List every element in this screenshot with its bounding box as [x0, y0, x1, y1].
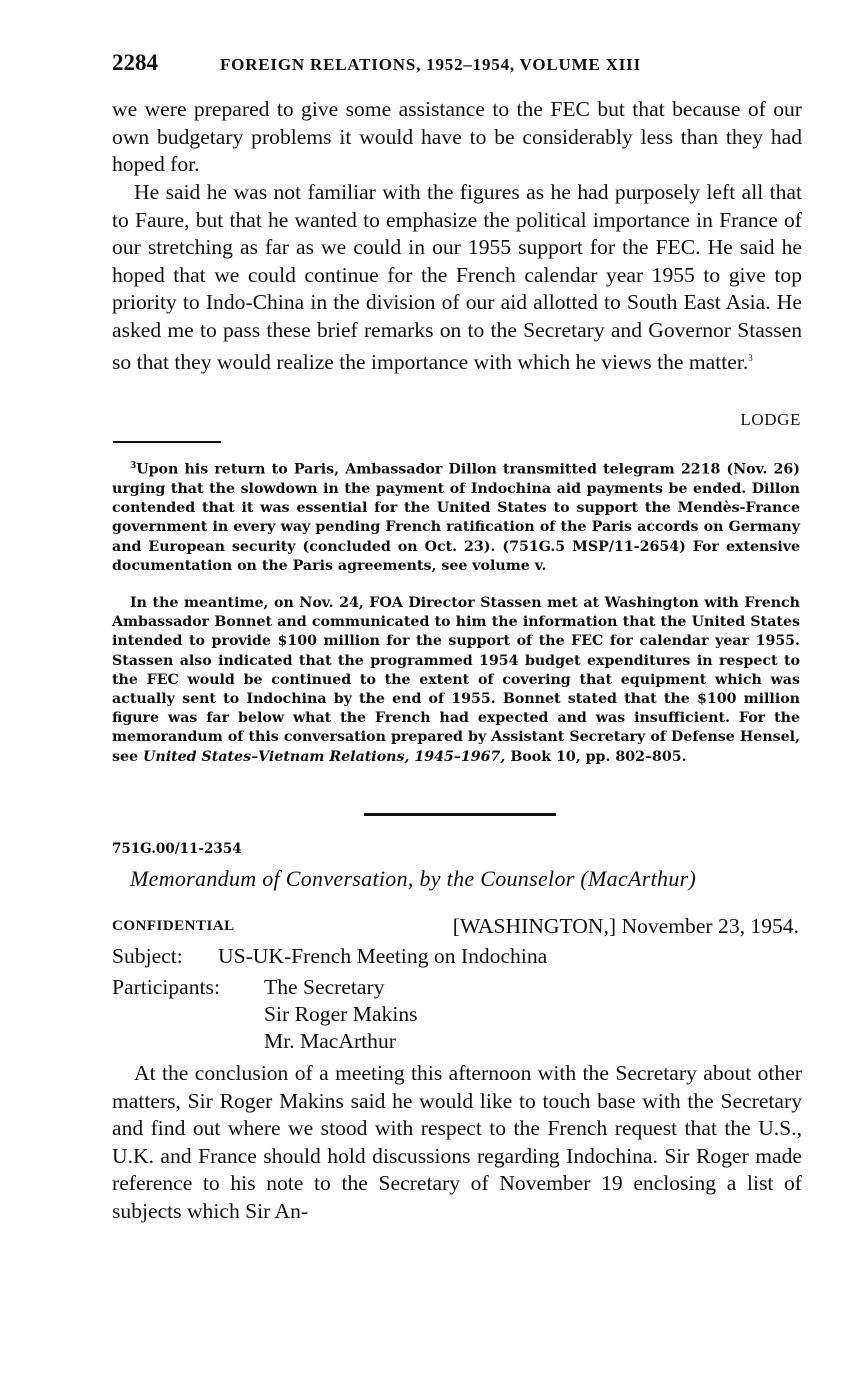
footnote-separator-rule — [113, 441, 221, 443]
subject-label: Subject: — [112, 944, 183, 968]
subject-line — [112, 944, 548, 969]
subject-value: US-UK-French Meeting on Indochina — [218, 944, 548, 968]
footnote-3-p2-tail: Book 10, pp. 802–805. — [510, 748, 687, 765]
opening-paragraph: At the conclusion of a meeting this afternoon with the Secretary about other matters, Sir Roger Makins said he would like to touch base with the Secretary and find out where we stood with respect to the French request that the U.S., U.K. and France should hold discussions regarding Indochina. Sir Roger made reference to his note to the Secretary of November 19 enclosing a list of subjects which Sir An- — [112, 1061, 802, 1223]
signature: LODGE — [740, 410, 801, 429]
footnote-3-paragraph-1 — [112, 457, 800, 576]
footnote-3-text: Upon his return to Paris, Ambassador Dillon transmitted telegram 2218 (Nov. 26) urging that the slowdown in the payment of Indochina aid payments be ended. Dillon contended that it was essential for the United States to support the Mendès-France government in every way pending French ratification of the Paris accords on Germany and European security (concluded on Oct. 23). (751G.5 MSP/11-2654) For extensive documentation on the Paris agreements, see volume v. — [112, 461, 800, 574]
footnote-3-p2-title: United States–Vietnam Relations, 1945–1967, — [143, 748, 506, 765]
series-title: FOREIGN RELATIONS, 1952–1954, VOLUME XIII — [220, 55, 641, 74]
page-number: 2284 — [112, 50, 158, 75]
file-number: 751G.00/11-2354 — [112, 841, 242, 857]
running-head — [112, 50, 803, 80]
participant-3: Mr. MacArthur — [264, 1029, 396, 1053]
classification-label: CONFIDENTIAL — [112, 918, 235, 934]
document-separator-rule — [364, 813, 556, 816]
continued-paragraph-2 — [112, 179, 802, 376]
place-date: [WASHINGTON,] November 23, 1954. — [452, 914, 799, 938]
footnote-3-paragraph-2 — [112, 594, 800, 767]
participants-label: Participants: — [112, 975, 220, 999]
participant-2: Sir Roger Makins — [264, 1002, 418, 1026]
footnote-3-p2-lead: In the meantime, on Nov. 24, FOA Director Stassen met at Washington with French Ambassador Bonnet and communicated to him the information that the United States intended to provide $100 million for the support of the FEC for calendar year 1955. Stassen also indicated that the programmed 1954 budget expenditures in respect to the FEC would be continued to the extent of covering that equipment which was actually sent to Indochina by the end of 1955. Bonnet stated that the $100 million figure was far below what the French had expected and was insufficient. For the memorandum of this conversation prepared by Assistant Secretary of Defense Hensel, see — [112, 595, 800, 765]
continued-paragraph-1: we were prepared to give some assistance to the FEC but that because of our own budgetary problems it would have to be considerably less than they had hoped for. — [112, 97, 802, 177]
participants-line — [112, 975, 264, 1000]
continued-paragraph-2-text: He said he was not familiar with the figures as he had purposely left all that to Faure, but that he wanted to emphasize the political importance in France of our stretching as far as we could in our 1955 support for the FEC. He said he hoped that we could continue for the French calendar year 1955 to give top priority to Indo-China in the division of our aid allotted to South East Asia. He asked me to pass these brief remarks on to the Secretary and Governor Stassen so that they would realize the importance with which he views the matter. — [112, 180, 802, 374]
footnote-reference: 3 — [748, 352, 753, 363]
document-title: Memorandum of Conversation, by the Counselor (MacArthur) — [130, 866, 697, 891]
footnote-mark: 3 — [130, 461, 137, 471]
participant-1: The Secretary — [264, 975, 385, 999]
